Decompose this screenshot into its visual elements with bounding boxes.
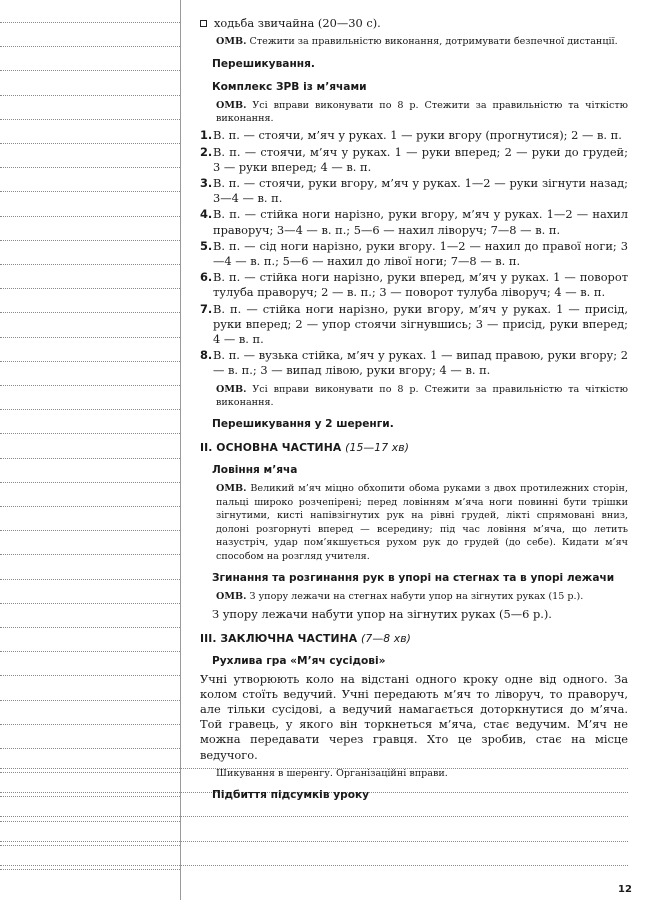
note-line — [0, 46, 180, 47]
omv-note-3 — [200, 383, 628, 410]
note-line — [0, 433, 180, 434]
exercise-item — [200, 270, 628, 300]
page-content — [200, 16, 628, 803]
exercise-item — [200, 145, 628, 175]
final-line: Шикування в шеренгу. Організаційні вправи. — [216, 767, 448, 779]
rebuild-heading-1: Перешикування. — [212, 57, 315, 70]
exercise-number: 6. — [200, 270, 213, 285]
note-line — [0, 70, 180, 71]
omv-text: З упору лежачи на стегнах набути упор на зігнутих руках (15 р.). — [249, 590, 584, 602]
section-title: III. ЗАКЛЮЧНА ЧАСТИНА — [200, 631, 358, 645]
omv-label: ОМВ. — [216, 36, 247, 48]
exercise-text: В. п. — вузька стійка, м’яч у руках. 1 — випад правою, руки вгору; 2 — в. п.; 3 — випад лівою, руки вгору; 4 — в. п. — [213, 348, 628, 378]
exercise-text: В. п. — стоячи, руки вгору, м’яч у руках. 1—2 — руки зігнути назад; 3—4 — в. п. — [213, 176, 628, 206]
note-line — [0, 240, 180, 241]
note-line — [0, 482, 180, 483]
exercise-number: 3. — [200, 176, 213, 191]
exercise-text: В. п. — стоячи, м’яч у руках. 1 — руки вгору (прогнутися); 2 — в. п. — [213, 128, 622, 143]
exercise-number: 8. — [200, 348, 213, 363]
note-line — [0, 458, 180, 459]
walk-line — [200, 16, 628, 31]
final-part-heading — [200, 631, 628, 646]
note-line — [0, 119, 180, 120]
note-line — [0, 361, 180, 362]
exercise-item — [200, 176, 628, 206]
omv-label: ОМВ. — [216, 99, 247, 111]
note-line — [0, 191, 180, 192]
page-number: 12 — [618, 884, 632, 895]
exercise-list — [200, 128, 628, 378]
note-line — [0, 700, 180, 701]
omv-text: Великий м’яч міцно обхопити обома руками з двох протилежних сторін, пальці широко розчепірені; перед ловінням м’яча ноги повинні бути трішки зігнутими, кисті напівзігнутих рук на рівні грудей, лікті спрямовані вниз, долоні розгорнуті вперед — всередину; під час ловіння м’яча, що летить назустріч, удар пом’якшується рухом рук до грудей (до себе). Кидати м’яч способом на розгляд учителя. — [216, 483, 628, 562]
exercise-number: 7. — [200, 301, 213, 316]
note-line — [0, 506, 180, 507]
exercise-text: В. п. — стійка ноги нарізно, руки вперед, м’яч у руках. 1 — поворот тулуба праворуч; 2 — в. п.; 3 — поворот тулуба ліворуч; 4 — в. п. — [213, 270, 628, 300]
catch-heading: Ловіння м’яча — [212, 464, 298, 477]
omv-text: Усі вправи виконувати по 8 р. Стежити за правильністю та чіткістю виконання. — [216, 383, 628, 409]
note-line — [0, 603, 180, 604]
omv-note-1 — [200, 35, 628, 48]
exercise-text: В. п. — стоячи, м’яч у руках. 1 — руки вперед; 2 — руки до грудей; 3 — руки вперед; 4 — в. п. — [213, 144, 628, 174]
square-bullet-icon — [200, 20, 207, 27]
plank-line: З упору лежачи набути упор на зігнутих руках (5—6 р.). — [212, 607, 552, 622]
note-line — [0, 409, 180, 410]
omv-text: Стежити за правильністю виконання, дотримувати безпечної дистанції. — [249, 36, 618, 48]
omv-note-5 — [200, 590, 628, 603]
complex-heading: Комплекс ЗРВ із м’ячами — [212, 80, 367, 93]
exercise-item — [200, 207, 628, 237]
omv-note-2 — [200, 99, 628, 126]
note-line — [0, 579, 180, 580]
exercise-item — [200, 348, 628, 378]
note-line — [0, 748, 180, 749]
exercise-number: 5. — [200, 238, 213, 253]
note-line — [0, 167, 180, 168]
note-line — [0, 143, 180, 144]
section-time: (15—17 хв) — [345, 441, 410, 455]
note-line — [0, 530, 180, 531]
note-line — [0, 22, 180, 23]
exercise-number: 4. — [200, 207, 213, 222]
omv-note-4 — [200, 482, 628, 562]
omv-text: Усі вправи виконувати по 8 р. Стежити за правильністю та чіткістю виконання. — [216, 99, 628, 125]
exercise-text: В. п. — стійка ноги нарізно, руки вгору, м’яч у руках. 1 — присід, руки вперед; 2 — упор стоячи зігнувшись; 3 — присід, руки вперед; 4 — в. п. — [213, 301, 628, 347]
note-line — [0, 264, 180, 265]
omv-label: ОМВ. — [216, 383, 247, 395]
exercise-text: В. п. — сід ноги нарізно, руки вгору. 1—2 — нахил до правої ноги; 3—4 — в. п.; 5—6 — нахил до лівої ноги; 7—8 — в. п. — [213, 238, 628, 269]
note-line — [0, 385, 180, 386]
exercise-number: 1. — [200, 128, 213, 143]
exercise-item — [200, 128, 628, 143]
bend-heading: Згинання та розгинання рук в упорі на стегнах та в упорі лежачи — [212, 571, 615, 584]
game-description: Учні утворюють коло на відстані одного кроку одне від одного. За колом стоїть ведучий. Учні передають м’яч то ліворуч, то праворуч, але тільки сусідові, а ведучий намагається доторкнутися до м’яча. Той гравець, у якого він торкнеться м’яча, стає ведучим. М’яч не можна передавати через гравця. Хто це зробив, стає на місце ведучого. — [200, 671, 628, 762]
note-line — [0, 627, 180, 628]
note-line — [0, 841, 628, 842]
note-line — [0, 724, 180, 725]
walk-text: ходьба звичайна (20—30 с). — [214, 16, 381, 30]
omv-label: ОМВ. — [216, 483, 247, 495]
summary-heading: Підбиття підсумків уроку — [212, 789, 370, 802]
exercise-item — [200, 239, 628, 269]
note-line — [0, 816, 628, 817]
note-line — [0, 554, 180, 555]
note-line — [0, 312, 180, 313]
rebuild-heading-2: Перешикування у 2 шеренги. — [212, 418, 394, 431]
section-title: II. ОСНОВНА ЧАСТИНА — [200, 441, 342, 455]
note-line — [0, 337, 180, 338]
note-line — [0, 675, 180, 676]
game-heading: Рухлива гра «М’яч сусідові» — [212, 654, 386, 667]
section-time: (7—8 хв) — [361, 631, 411, 645]
omv-label: ОМВ. — [216, 590, 247, 602]
exercise-item — [200, 302, 628, 348]
note-line — [0, 95, 180, 96]
note-line — [0, 216, 180, 217]
main-part-heading — [200, 440, 628, 455]
exercise-text: В. п. — стійка ноги нарізно, руки вгору, м’яч у руках. 1—2 — нахил праворуч; 3—4 — в. п.; 5—6 — нахил ліворуч; 7—8 — в. п. — [213, 207, 628, 237]
note-line — [0, 288, 180, 289]
exercise-number: 2. — [200, 144, 213, 159]
note-line — [0, 865, 628, 866]
note-line — [0, 651, 180, 652]
